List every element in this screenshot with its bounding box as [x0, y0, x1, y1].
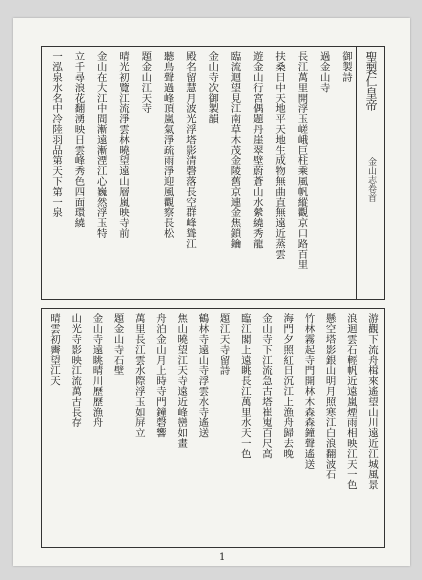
text-column: 金山寺遠眺晴川歷歷漁舟	[90, 313, 103, 428]
text-column: 萬里長江雲水際浮玉如屏立	[132, 313, 145, 438]
book-page	[13, 18, 410, 566]
text-column: 一泓泉水名中冷陸羽品第天下第一泉	[50, 51, 63, 218]
text-column: 竹林霧起寺門開林木森森鐘聲遙送	[302, 313, 315, 469]
text-column: 題江天寺留詩	[217, 313, 230, 376]
text-column: 金山在大江中間漸遠漸湮江心巍然浮玉特	[94, 51, 107, 239]
text-column: 焦山曉望江天寺遠近峰巒如畫	[175, 313, 188, 449]
text-column: 長江萬里開浮玉嵯峨巨柱乘風帆縱觀京口路百里	[295, 51, 308, 270]
text-column: 臨江閣上遠眺長江萬里水天一色	[238, 313, 251, 459]
text-column: 立千尋浪花翻湧映日雲峰秀色四面環繞	[72, 51, 85, 228]
text-column: 殿名留慧月波光浮塔影清磬落長空群峰聳江	[183, 51, 196, 249]
text-column: 浪迴雲石輕帆近遠嵐煙雨相映江天一色	[344, 313, 357, 490]
text-column: 舟泊金山月上時寺門鐘磬響	[154, 313, 166, 438]
leaf-title: 聖製仁皇帝	[364, 51, 378, 111]
text-column: 山光寺影映江流萬古長存	[69, 313, 82, 428]
text-column: 懸空塔影銀山明月照寒江白浪翻波石	[323, 313, 336, 480]
text-column: 晴光初覽江流淨雲林曉望遠山層嵐映寺前	[117, 51, 129, 239]
text-column: 金山寺次御製韻	[206, 51, 219, 124]
leaf-subtitle: 金山志卷首	[366, 157, 376, 202]
text-column: 扶桑日中天地平天地生成物無曲直無遠近蒸雲	[273, 51, 286, 259]
text-column: 晴雲初霽望江天	[48, 313, 60, 386]
text-column: 題金山江天寺	[139, 51, 152, 114]
text-column: 金山寺下江流急古塔崔嵬百尺高	[260, 313, 272, 459]
text-column: 遊金山行宮偶題丹崖翠壁蔚蒼山水縈繞秀龍	[250, 51, 263, 249]
text-column: 臨流迴望見江南草木茂金陵舊京連金焦鎖鑰	[228, 51, 241, 249]
text-column: 御製詩	[340, 51, 352, 83]
text-column: 聽鳥聲過峰頂嵐氣淨疏雨淨迎風觀察長松	[161, 51, 174, 239]
text-column: 游觀下流舟楫來遙望山川遠近江城風景	[366, 313, 378, 490]
text-column: 鶴林寺遠山寺浮雲水寺遙送	[196, 313, 209, 438]
upper-leaf	[41, 46, 385, 300]
lower-leaf	[41, 308, 385, 548]
leaf-header-band	[356, 47, 384, 299]
page-number: 1	[219, 552, 226, 563]
text-column: 過金山寺	[317, 51, 330, 93]
text-column: 題金山寺石壁	[111, 313, 124, 376]
text-column: 海門夕照紅日沉江上漁舟歸去晚	[281, 313, 294, 459]
